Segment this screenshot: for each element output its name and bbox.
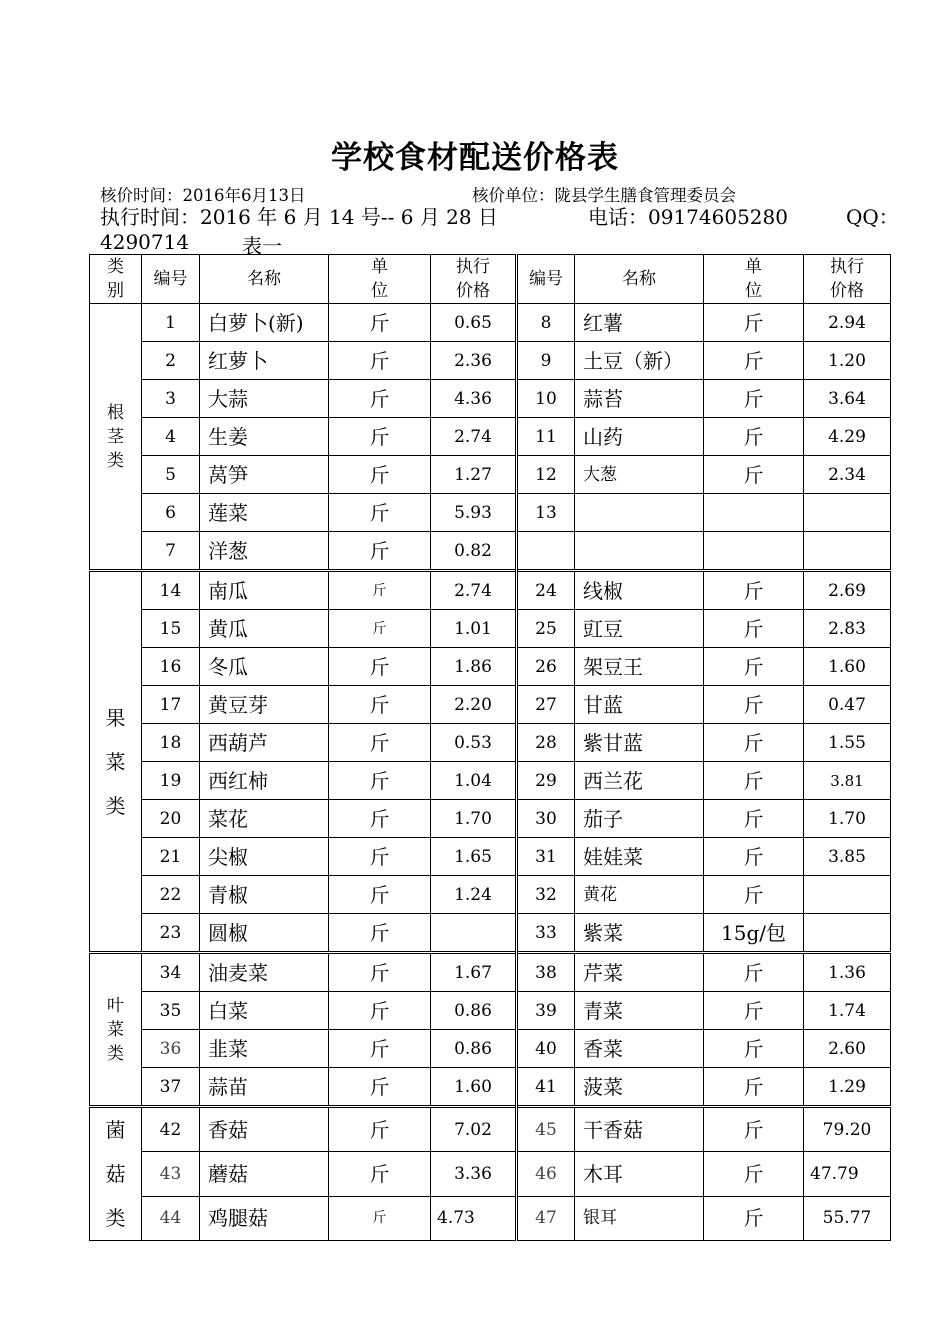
item-number: 5 [142,456,200,494]
item-number: 20 [142,800,200,838]
phone: 电话：09174605280 [588,205,788,229]
item-name: 西兰花 [575,762,704,800]
table-row [90,1030,891,1068]
item-price: 1.29 [804,1068,891,1107]
table-row [90,953,891,992]
table-row [90,876,891,914]
item-unit: 斤 [329,418,431,456]
item-name: 生姜 [200,418,329,456]
header-unit-2: 单 位 [704,255,804,304]
category-cell: 果 菜 类 [90,571,142,953]
item-number: 27 [517,686,575,724]
table-row [90,610,891,648]
item-number: 9 [517,342,575,380]
item-number: 18 [142,724,200,762]
item-number: 11 [517,418,575,456]
item-unit: 斤 [704,1107,804,1152]
item-number: 7 [142,532,200,571]
item-number: 34 [142,953,200,992]
table-row [90,342,891,380]
category-cell: 叶 菜 类 [90,953,142,1107]
item-name: 青椒 [200,876,329,914]
item-price [804,914,891,953]
item-name: 线椒 [575,571,704,610]
item-number: 29 [517,762,575,800]
item-number: 45 [517,1107,575,1152]
item-name: 菜花 [200,800,329,838]
item-price [431,914,517,953]
item-price: 79.20 [804,1107,891,1152]
item-price: 1.04 [431,762,517,800]
item-price: 1.74 [804,992,891,1030]
table-number: 表一 [242,234,282,258]
item-name [575,494,704,532]
item-price: 1.60 [804,648,891,686]
item-name: 莲菜 [200,494,329,532]
item-unit: 斤 [704,648,804,686]
item-unit: 斤 [704,342,804,380]
item-unit: 斤 [329,380,431,418]
item-name: 蒜苗 [200,1068,329,1107]
header-row [90,255,891,304]
item-unit: 斤 [329,1107,431,1152]
item-name: 娃娃菜 [575,838,704,876]
item-number: 41 [517,1068,575,1107]
item-name: 木耳 [575,1152,704,1196]
item-name: 西红柿 [200,762,329,800]
table-row [90,800,891,838]
item-number: 43 [142,1152,200,1196]
item-name: 大蒜 [200,380,329,418]
table-row [90,304,891,342]
item-name: 鸡腿菇 [200,1196,329,1240]
item-unit: 斤 [329,724,431,762]
item-number [517,532,575,571]
item-unit: 斤 [329,686,431,724]
item-number: 1 [142,304,200,342]
item-number: 10 [517,380,575,418]
item-unit: 斤 [704,304,804,342]
item-number: 38 [517,953,575,992]
item-number: 3 [142,380,200,418]
item-price: 1.27 [431,456,517,494]
item-number: 47 [517,1196,575,1240]
item-name: 芹菜 [575,953,704,992]
item-name: 黄花 [575,876,704,914]
qq-number: 4290714 [100,230,190,254]
table-row [90,1196,891,1240]
item-price: 55.77 [804,1196,891,1240]
item-name: 西葫芦 [200,724,329,762]
item-number: 42 [142,1107,200,1152]
item-name: 紫菜 [575,914,704,953]
item-price: 5.93 [431,494,517,532]
item-name: 红薯 [575,304,704,342]
item-number: 14 [142,571,200,610]
item-number: 32 [517,876,575,914]
table-row [90,380,891,418]
item-number: 36 [142,1030,200,1068]
item-name: 香菇 [200,1107,329,1152]
item-name: 南瓜 [200,571,329,610]
price-table [89,254,891,1241]
item-name: 蒜苔 [575,380,704,418]
item-price: 3.64 [804,380,891,418]
item-unit: 斤 [329,800,431,838]
item-unit: 斤 [704,876,804,914]
item-number: 15 [142,610,200,648]
table-row [90,762,891,800]
item-name: 白萝卜(新) [200,304,329,342]
item-name: 土豆（新） [575,342,704,380]
item-name: 豇豆 [575,610,704,648]
item-name: 青菜 [575,992,704,1030]
item-price: 1.55 [804,724,891,762]
item-name: 紫甘蓝 [575,724,704,762]
item-unit: 斤 [329,610,431,648]
table-row [90,571,891,610]
item-price: 1.70 [431,800,517,838]
item-number: 12 [517,456,575,494]
item-name: 大葱 [575,456,704,494]
item-price: 7.02 [431,1107,517,1152]
item-unit: 斤 [329,762,431,800]
item-number: 16 [142,648,200,686]
item-unit: 斤 [329,992,431,1030]
item-number: 31 [517,838,575,876]
item-number: 8 [517,304,575,342]
exec-time: 执行时间：2016 年 6 月 14 号-- 6 月 28 日 [100,205,498,229]
item-number: 2 [142,342,200,380]
item-name: 红萝卜 [200,342,329,380]
item-unit: 斤 [329,304,431,342]
item-name: 香菜 [575,1030,704,1068]
item-unit: 斤 [704,456,804,494]
item-price: 1.36 [804,953,891,992]
item-name: 油麦菜 [200,953,329,992]
header-number: 编号 [142,255,200,304]
item-number: 24 [517,571,575,610]
item-price: 4.36 [431,380,517,418]
item-name: 白菜 [200,992,329,1030]
item-unit: 斤 [704,380,804,418]
header-unit: 单 位 [329,255,431,304]
item-number: 25 [517,610,575,648]
item-unit: 斤 [329,1030,431,1068]
item-price: 2.74 [431,571,517,610]
item-unit: 斤 [329,494,431,532]
item-price: 3.36 [431,1152,517,1196]
item-name: 菠菜 [575,1068,704,1107]
item-unit: 15g/包 [704,914,804,953]
item-name: 甘蓝 [575,686,704,724]
item-unit: 斤 [329,876,431,914]
table-row [90,914,891,953]
item-unit [704,532,804,571]
item-price: 2.74 [431,418,517,456]
item-unit: 斤 [329,571,431,610]
item-price: 0.65 [431,304,517,342]
item-price: 2.69 [804,571,891,610]
item-unit: 斤 [704,1152,804,1196]
item-price: 3.81 [804,762,891,800]
item-name: 架豆王 [575,648,704,686]
table-row [90,686,891,724]
item-price: 1.20 [804,342,891,380]
item-unit: 斤 [704,1068,804,1107]
item-price: 0.82 [431,532,517,571]
item-number: 26 [517,648,575,686]
item-unit: 斤 [329,914,431,953]
table-row [90,1107,891,1152]
header-number-2: 编号 [517,255,575,304]
item-price [804,494,891,532]
item-price: 2.34 [804,456,891,494]
table-row [90,494,891,532]
item-number: 33 [517,914,575,953]
item-price: 2.36 [431,342,517,380]
item-unit: 斤 [704,953,804,992]
item-price [804,532,891,571]
item-price: 4.73 [431,1196,517,1240]
item-price: 0.53 [431,724,517,762]
item-number: 30 [517,800,575,838]
table-row [90,1068,891,1107]
item-unit: 斤 [329,1152,431,1196]
item-name: 莴笋 [200,456,329,494]
item-unit: 斤 [329,532,431,571]
item-price: 0.47 [804,686,891,724]
item-price: 2.20 [431,686,517,724]
item-unit: 斤 [704,800,804,838]
header-name-2: 名称 [575,255,704,304]
item-price: 0.86 [431,1030,517,1068]
item-price: 1.60 [431,1068,517,1107]
item-number: 6 [142,494,200,532]
item-unit: 斤 [704,610,804,648]
item-name: 黄豆芽 [200,686,329,724]
header-name: 名称 [200,255,329,304]
check-date: 核价时间：2016年6月13日 [100,186,306,205]
item-unit: 斤 [704,418,804,456]
item-price: 47.79 [804,1152,891,1196]
table-row [90,838,891,876]
item-price: 0.86 [431,992,517,1030]
table-row [90,724,891,762]
item-name: 蘑菇 [200,1152,329,1196]
item-number: 13 [517,494,575,532]
category-cell: 根 茎 类 [90,304,142,571]
item-unit: 斤 [704,686,804,724]
item-price: 1.70 [804,800,891,838]
item-unit: 斤 [329,953,431,992]
item-unit: 斤 [704,571,804,610]
item-unit: 斤 [704,838,804,876]
item-price: 1.86 [431,648,517,686]
item-number: 46 [517,1152,575,1196]
table-row [90,532,891,571]
header-price: 执行 价格 [431,255,517,304]
item-unit: 斤 [704,724,804,762]
item-price: 3.85 [804,838,891,876]
item-unit: 斤 [704,1196,804,1240]
item-number: 35 [142,992,200,1030]
item-name: 尖椒 [200,838,329,876]
item-number: 17 [142,686,200,724]
table-row [90,456,891,494]
item-number: 21 [142,838,200,876]
item-price: 2.94 [804,304,891,342]
item-unit: 斤 [704,762,804,800]
item-number: 39 [517,992,575,1030]
item-number: 44 [142,1196,200,1240]
item-unit: 斤 [329,1196,431,1240]
item-name [575,532,704,571]
item-number: 40 [517,1030,575,1068]
item-unit: 斤 [704,992,804,1030]
item-price: 4.29 [804,418,891,456]
qq-label: QQ： [846,205,899,229]
item-price [804,876,891,914]
item-unit: 斤 [329,1068,431,1107]
item-name: 韭菜 [200,1030,329,1068]
item-unit: 斤 [329,838,431,876]
item-name: 山药 [575,418,704,456]
header-price-2: 执行 价格 [804,255,891,304]
item-price: 2.60 [804,1030,891,1068]
item-unit: 斤 [329,648,431,686]
table-row [90,648,891,686]
table-row [90,992,891,1030]
item-number: 37 [142,1068,200,1107]
item-unit [704,494,804,532]
category-cell: 菌 菇 类 [90,1107,142,1241]
table-row [90,1152,891,1196]
item-number: 19 [142,762,200,800]
item-price: 1.24 [431,876,517,914]
item-unit: 斤 [329,456,431,494]
item-number: 4 [142,418,200,456]
check-unit: 核价单位：陇县学生膳食管理委员会 [472,186,736,205]
item-number: 28 [517,724,575,762]
item-name: 干香菇 [575,1107,704,1152]
item-unit: 斤 [704,1030,804,1068]
item-unit: 斤 [329,342,431,380]
item-name: 圆椒 [200,914,329,953]
item-name: 冬瓜 [200,648,329,686]
item-price: 1.01 [431,610,517,648]
item-price: 2.83 [804,610,891,648]
item-name: 黄瓜 [200,610,329,648]
item-price: 1.67 [431,953,517,992]
page-title: 学校食材配送价格表 [331,140,619,176]
item-name: 茄子 [575,800,704,838]
item-number: 22 [142,876,200,914]
table-row [90,418,891,456]
item-name: 洋葱 [200,532,329,571]
item-name: 银耳 [575,1196,704,1240]
item-price: 1.65 [431,838,517,876]
item-number: 23 [142,914,200,953]
header-category: 类 别 [90,255,142,304]
